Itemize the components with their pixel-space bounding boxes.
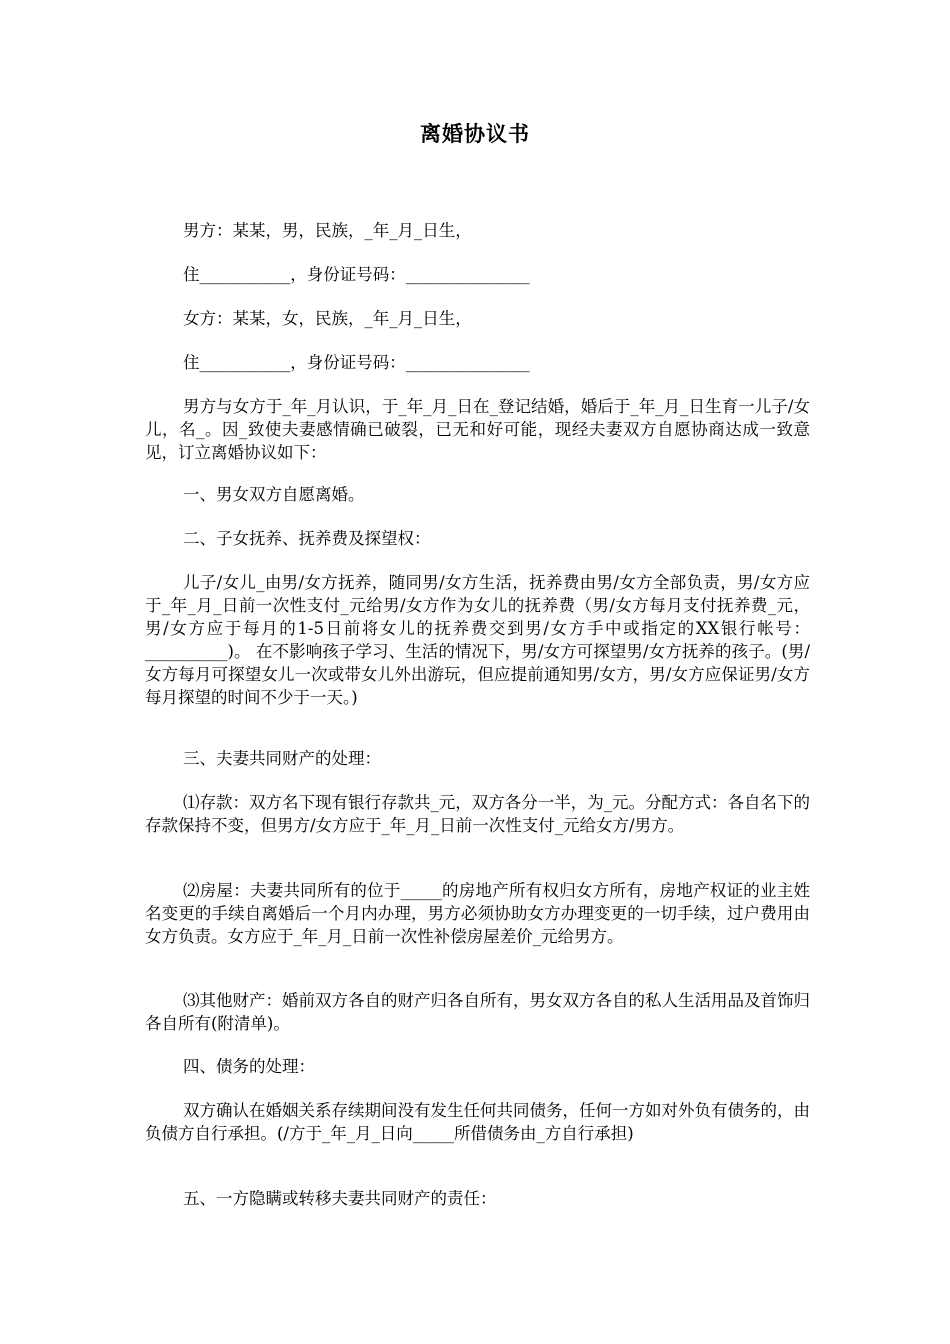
section-heading-2: 二、子女抚养、抚养费及探望权： xyxy=(183,529,431,548)
section-heading-3: 三、夫妻共同财产的处理： xyxy=(183,749,381,768)
paragraph-husband-address: 住___________，身份证号码：_______________ xyxy=(183,265,530,284)
section-heading-4: 四、债务的处理： xyxy=(183,1057,315,1076)
paragraph-savings: ⑴存款：双方名下现有银行存款共_元，双方各分一半，为_元。分配方式：各自名下的存款保持不变，但男方/女方应于_年_月_日前一次性支付_元给女方/男方。 xyxy=(145,793,810,835)
paragraph-other-property: ⑶其他财产：婚前双方各自的财产归各自所有，男女双方各自的私人生活用品及首饰归各自所有(附清单)。 xyxy=(145,991,810,1033)
paragraph-child-support: 儿子/女儿_由男/女方抚养，随同男/女方生活，抚养费由男/女方全部负责，男/女方应于_年_月_日前一次性支付_元给男/女方作为女儿的抚养费（男/女方每月支付抚养费_元，男/女方应于每月的1-5日前将女儿的抚养费交到男/女方手中或指定的XX银行帐号：__________)。 在不影响孩子学习、生活的情况下，男/女方可探望男/女方抚养的孩子。(男/女方每月可探望女儿一次或带女儿外出游玩，但应提前通知男/女方，男/女方应保证男/女方每月探望的时间不少于一天。) xyxy=(145,573,810,707)
section-heading-1: 一、男女双方自愿离婚。 xyxy=(183,485,365,504)
paragraph-house: ⑵房屋：夫妻共同所有的位于_____的房地产所有权归女方所有，房地产权证的业主姓名变更的手续自离婚后一个月内办理，男方必须协助女方办理变更的一切手续，过户费用由女方负责。女方应于_年_月_日前一次性补偿房屋差价_元给男方。 xyxy=(145,881,810,946)
paragraph-wife-address: 住___________，身份证号码：_______________ xyxy=(183,353,530,372)
paragraph-wife-info: 女方：某某，女，民族，_年_月_日生， xyxy=(183,309,472,328)
paragraph-debts: 双方确认在婚姻关系存续期间没有发生任何共同债务，任何一方如对外负有债务的，由负债方自行承担。(/方于_年_月_日向_____所借债务由_方自行承担) xyxy=(145,1101,810,1143)
document-title: 离婚协议书 xyxy=(420,121,530,146)
section-heading-5: 五、一方隐瞒或转移夫妻共同财产的责任： xyxy=(183,1189,497,1208)
paragraph-husband-info: 男方：某某，男，民族，_年_月_日生， xyxy=(183,221,472,240)
paragraph-preamble: 男方与女方于_年_月认识，于_年_月_日在_登记结婚，婚后于_年_月_日生育一儿子/女儿，名_。因_致使夫妻感情确已破裂，已无和好可能，现经夫妻双方自愿协商达成一致意见，订立离婚协议如下： xyxy=(145,397,810,462)
